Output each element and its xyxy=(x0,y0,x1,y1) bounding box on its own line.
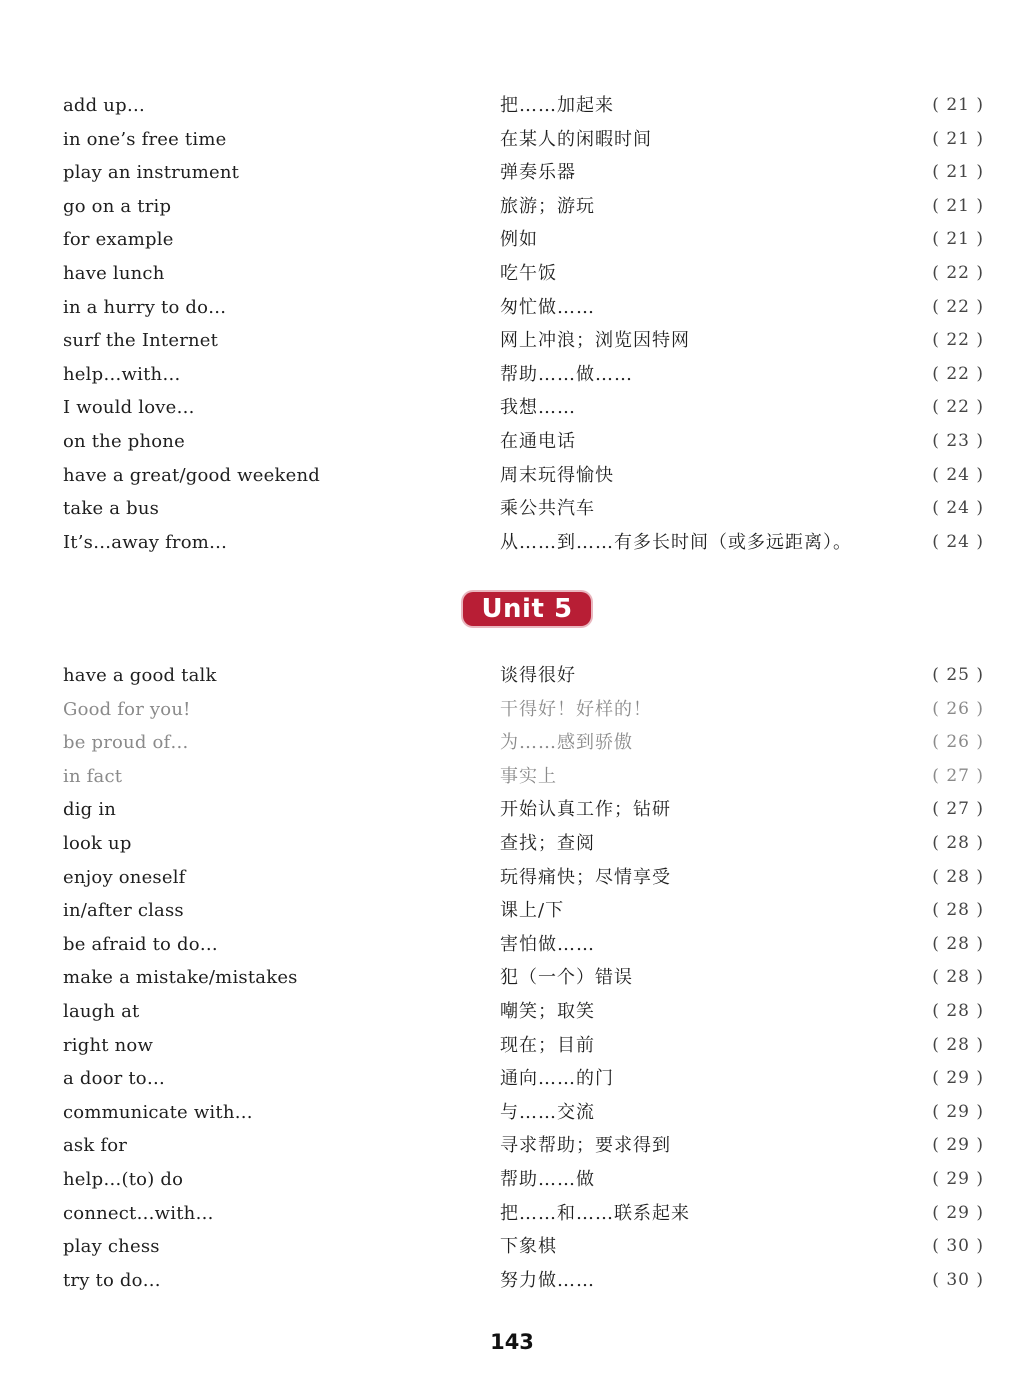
english-phrase: for example xyxy=(63,229,174,251)
page-reference: ( 22 ) xyxy=(932,296,984,317)
chinese-meaning: 下象棋 xyxy=(500,1236,557,1258)
page-reference: ( 28 ) xyxy=(932,967,984,988)
phrase-row xyxy=(0,1096,1024,1130)
chinese-meaning: 查找；查阅 xyxy=(500,832,595,854)
english-phrase: be afraid to do… xyxy=(63,933,218,955)
phrase-row xyxy=(0,526,1024,560)
phrase-row xyxy=(0,492,1024,526)
phrase-row xyxy=(0,1230,1024,1264)
english-phrase: help…(to) do xyxy=(63,1168,184,1190)
page-reference: ( 21 ) xyxy=(932,128,984,149)
chinese-meaning: 帮助……做…… xyxy=(500,363,633,385)
page-reference: ( 28 ) xyxy=(932,1034,984,1055)
english-phrase: make a mistake/mistakes xyxy=(63,967,298,989)
english-phrase: ask for xyxy=(63,1135,128,1157)
english-phrase: play chess xyxy=(63,1236,160,1258)
english-phrase: try to do… xyxy=(63,1269,161,1291)
phrase-row xyxy=(0,659,1024,693)
chinese-meaning: 努力做…… xyxy=(500,1269,595,1291)
page-reference: ( 29 ) xyxy=(932,1101,984,1122)
page-reference: ( 27 ) xyxy=(932,765,984,786)
page-reference: ( 24 ) xyxy=(932,498,984,519)
page-reference: ( 22 ) xyxy=(932,363,984,384)
chinese-meaning: 周末玩得愉快 xyxy=(500,464,614,486)
english-phrase: go on a trip xyxy=(63,195,172,217)
phrase-row xyxy=(0,291,1024,325)
chinese-meaning: 为……感到骄傲 xyxy=(500,732,633,754)
english-phrase: be proud of… xyxy=(63,732,189,754)
chinese-meaning: 网上冲浪；浏览因特网 xyxy=(500,330,690,352)
page-reference: ( 22 ) xyxy=(932,397,984,418)
page-reference: ( 24 ) xyxy=(932,464,984,485)
english-phrase: It’s…away from… xyxy=(63,531,228,553)
phrase-row xyxy=(0,425,1024,459)
page-reference: ( 28 ) xyxy=(932,1000,984,1021)
phrase-row xyxy=(0,1197,1024,1231)
chinese-meaning: 弹奏乐器 xyxy=(500,162,576,184)
chinese-meaning: 把……和……联系起来 xyxy=(500,1202,690,1224)
chinese-meaning: 开始认真工作；钻研 xyxy=(500,799,671,821)
phrase-row xyxy=(0,861,1024,895)
chinese-meaning: 嘲笑；取笑 xyxy=(500,1000,595,1022)
phrase-row xyxy=(0,726,1024,760)
phrase-row xyxy=(0,324,1024,358)
english-phrase: surf the Internet xyxy=(63,330,219,352)
chinese-meaning: 寻求帮助；要求得到 xyxy=(500,1135,671,1157)
chinese-meaning: 通向……的门 xyxy=(500,1068,614,1090)
chinese-meaning: 旅游；游玩 xyxy=(500,195,595,217)
chinese-meaning: 与……交流 xyxy=(500,1101,595,1123)
page-reference: ( 29 ) xyxy=(932,1202,984,1223)
page-reference: ( 28 ) xyxy=(932,933,984,954)
phrase-row xyxy=(0,89,1024,123)
phrase-row xyxy=(0,995,1024,1029)
phrase-row xyxy=(0,257,1024,291)
page-reference: ( 28 ) xyxy=(932,900,984,921)
page-reference: ( 26 ) xyxy=(932,732,984,753)
page-reference: ( 27 ) xyxy=(932,799,984,820)
english-phrase: enjoy oneself xyxy=(63,866,186,888)
page-reference: ( 22 ) xyxy=(932,262,984,283)
page-reference: ( 29 ) xyxy=(932,1168,984,1189)
chinese-meaning: 现在；目前 xyxy=(500,1034,595,1056)
english-phrase: a door to… xyxy=(63,1068,166,1090)
chinese-meaning: 帮助……做 xyxy=(500,1168,595,1190)
chinese-meaning: 乘公共汽车 xyxy=(500,498,595,520)
phrase-row xyxy=(0,1264,1024,1298)
phrase-row xyxy=(0,894,1024,928)
page-reference: ( 29 ) xyxy=(932,1135,984,1156)
page-reference: ( 28 ) xyxy=(932,866,984,887)
chinese-meaning: 干得好！好样的！ xyxy=(500,698,652,720)
english-phrase: Good for you! xyxy=(63,698,191,720)
english-phrase: look up xyxy=(63,832,132,854)
english-phrase: communicate with… xyxy=(63,1101,253,1123)
phrase-row xyxy=(0,1129,1024,1163)
page-reference: ( 24 ) xyxy=(932,531,984,552)
phrase-row xyxy=(0,793,1024,827)
page-reference: ( 21 ) xyxy=(932,162,984,183)
chinese-meaning: 玩得痛快；尽情享受 xyxy=(500,866,671,888)
chinese-meaning: 犯（一个）错误 xyxy=(500,967,633,989)
english-phrase: dig in xyxy=(63,799,117,821)
page-reference: ( 30 ) xyxy=(932,1236,984,1257)
phrase-list-unit-4 xyxy=(0,89,1024,559)
page-reference: ( 25 ) xyxy=(932,665,984,685)
page-reference: ( 22 ) xyxy=(932,330,984,351)
english-phrase: help…with… xyxy=(63,363,181,385)
chinese-meaning: 课上/下 xyxy=(500,900,565,922)
english-phrase: add up… xyxy=(63,95,146,116)
phrase-row xyxy=(0,358,1024,392)
phrase-row xyxy=(0,156,1024,190)
page-reference: ( 29 ) xyxy=(932,1068,984,1089)
phrase-row xyxy=(0,760,1024,794)
phrase-row xyxy=(0,693,1024,727)
english-phrase: in one’s free time xyxy=(63,128,227,150)
phrase-row xyxy=(0,123,1024,157)
page-reference: ( 23 ) xyxy=(932,430,984,451)
page-reference: ( 26 ) xyxy=(932,698,984,719)
english-phrase: in fact xyxy=(63,765,123,787)
page-reference: ( 30 ) xyxy=(932,1269,984,1290)
page-reference: ( 21 ) xyxy=(932,95,984,115)
english-phrase: play an instrument xyxy=(63,162,240,184)
english-phrase: in/after class xyxy=(63,900,184,922)
chinese-meaning: 把……加起来 xyxy=(500,95,614,116)
chinese-meaning: 吃午饭 xyxy=(500,262,557,284)
page-reference: ( 21 ) xyxy=(932,229,984,250)
english-phrase: I would love… xyxy=(63,397,195,419)
phrase-row xyxy=(0,1163,1024,1197)
english-phrase: have a great/good weekend xyxy=(63,464,320,486)
english-phrase: connect…with… xyxy=(63,1202,214,1224)
english-phrase: have lunch xyxy=(63,262,165,284)
english-phrase: have a good talk xyxy=(63,665,217,686)
phrase-row xyxy=(0,190,1024,224)
phrase-row xyxy=(0,223,1024,257)
english-phrase: on the phone xyxy=(63,430,185,452)
english-phrase: take a bus xyxy=(63,498,160,520)
page-number: 143 xyxy=(490,1330,534,1354)
page-reference: ( 28 ) xyxy=(932,832,984,853)
english-phrase: in a hurry to do… xyxy=(63,296,227,318)
chinese-meaning: 在某人的闲暇时间 xyxy=(500,128,652,150)
chinese-meaning: 谈得很好 xyxy=(500,665,576,686)
chinese-meaning: 在通电话 xyxy=(500,430,576,452)
phrase-row xyxy=(0,459,1024,493)
phrase-row xyxy=(0,1062,1024,1096)
phrase-row xyxy=(0,827,1024,861)
english-phrase: right now xyxy=(63,1034,154,1056)
chinese-meaning: 匆忙做…… xyxy=(500,296,595,318)
phrase-row xyxy=(0,391,1024,425)
phrase-row xyxy=(0,1029,1024,1063)
chinese-meaning: 害怕做…… xyxy=(500,933,595,955)
chinese-meaning: 我想…… xyxy=(500,397,576,419)
chinese-meaning: 事实上 xyxy=(500,765,557,787)
english-phrase: laugh at xyxy=(63,1000,140,1022)
phrase-row xyxy=(0,928,1024,962)
chinese-meaning: 例如 xyxy=(500,229,538,251)
phrase-list-unit-5 xyxy=(0,659,1024,1297)
chinese-meaning: 从……到……有多长时间（或多远距离）。 xyxy=(500,531,852,553)
unit-heading-badge: Unit 5 xyxy=(463,592,591,626)
page-reference: ( 21 ) xyxy=(932,195,984,216)
phrase-row xyxy=(0,961,1024,995)
